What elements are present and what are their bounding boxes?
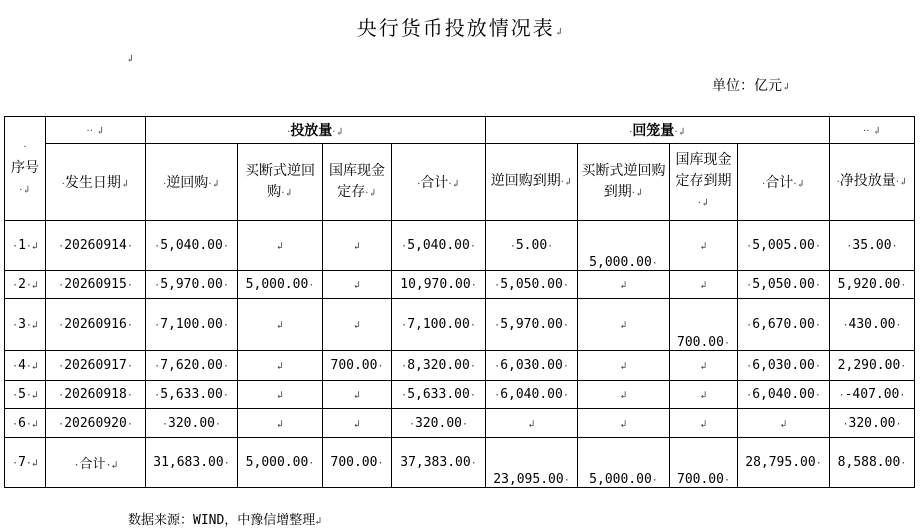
- table-row: [5, 299, 915, 351]
- cell-treasury-deposit: 700.00·: [323, 351, 392, 381]
- cell-net-injection: 8,588.00·: [830, 438, 915, 488]
- header-row-columns: [5, 144, 915, 221]
- cell-injection-total: ·5,633.00·: [392, 381, 486, 409]
- cell-reverse-repo: ·5,633.00·: [146, 381, 238, 409]
- cell-outright-repo-maturity: 5,000.00·: [578, 438, 670, 488]
- table-row: [5, 409, 915, 438]
- cell-treasury-deposit-maturity: ↲: [670, 221, 738, 271]
- cell-outright-repo-maturity: 5,000.00·: [578, 221, 670, 271]
- cell-outright-repo-maturity: ↲: [578, 381, 670, 409]
- cell-seq: ·6·↲: [5, 409, 46, 438]
- cell-net-injection: ·430.00·: [830, 299, 915, 351]
- header-withdrawal-group: ·回笼量·↲: [486, 117, 830, 144]
- table-row: [5, 381, 915, 409]
- cell-withdrawal-total: ·5,005.00·: [738, 221, 830, 271]
- header-injection-total: ·合计·↲: [392, 144, 486, 221]
- cell-reverse-repo-maturity: 23,095.00·: [486, 438, 578, 488]
- cell-outright-repo-maturity: ↲: [578, 351, 670, 381]
- cell-reverse-repo: ·5,040.00·: [146, 221, 238, 271]
- cell-net-injection: 2,290.00·: [830, 351, 915, 381]
- paragraph-mark: ↲: [126, 54, 135, 65]
- cell-net-injection: ·-407.00·: [830, 381, 915, 409]
- cell-date: ·20260918·: [46, 381, 146, 409]
- cell-reverse-repo-maturity: ·5,970.00·: [486, 299, 578, 351]
- cell-outright-repo-maturity: ↲: [578, 271, 670, 299]
- header-outright-repo: 买断式逆回购·↲: [238, 144, 323, 221]
- cell-reverse-repo: 31,683.00·: [146, 438, 238, 488]
- header-empty-right: ·· ↲: [830, 117, 915, 144]
- header-treasury-deposit-maturity: 国库现金定存到期·↲: [670, 144, 738, 221]
- table-row-total: [5, 438, 915, 488]
- cell-withdrawal-total: ↲: [738, 409, 830, 438]
- cell-net-injection: ·320.00·: [830, 409, 915, 438]
- cell-injection-total: ·8,320.00·: [392, 351, 486, 381]
- cell-seq: ·2·↲: [5, 271, 46, 299]
- cell-net-injection: ·35.00·: [830, 221, 915, 271]
- cell-outright-repo: ↲: [238, 381, 323, 409]
- header-outright-repo-maturity: 买断式逆回购到期·↲: [578, 144, 670, 221]
- cell-net-injection: 5,920.00·: [830, 271, 915, 299]
- cell-treasury-deposit: ↲: [323, 409, 392, 438]
- cell-outright-repo: 5,000.00·: [238, 438, 323, 488]
- header-injection-group: ·投放量·↲: [146, 117, 486, 144]
- cell-outright-repo: ↲: [238, 409, 323, 438]
- cell-withdrawal-total: ·6,670.00·: [738, 299, 830, 351]
- cell-withdrawal-total: ·5,050.00·: [738, 271, 830, 299]
- cell-seq: ·7·↲: [5, 438, 46, 488]
- table-row: [5, 351, 915, 381]
- cell-withdrawal-total: 28,795.00·: [738, 438, 830, 488]
- cell-outright-repo: 5,000.00·: [238, 271, 323, 299]
- cell-date: ·20260920·: [46, 409, 146, 438]
- cell-outright-repo: ↲: [238, 221, 323, 271]
- cell-reverse-repo-maturity: ·6,040.00·: [486, 381, 578, 409]
- header-seq: · 序号·↲: [5, 117, 46, 221]
- header-empty-left: ·· ↲: [46, 117, 146, 144]
- cell-injection-total: 37,383.00·: [392, 438, 486, 488]
- header-withdrawal-total: ·合计·↲: [738, 144, 830, 221]
- cell-treasury-deposit: ↲: [323, 299, 392, 351]
- cell-reverse-repo-maturity: ·5.00·: [486, 221, 578, 271]
- cell-seq: ·4·↲: [5, 351, 46, 381]
- cell-reverse-repo-maturity: ·5,050.00·: [486, 271, 578, 299]
- cell-reverse-repo-maturity: ↲: [486, 409, 578, 438]
- cell-date: ·合计·↲: [46, 438, 146, 488]
- cell-reverse-repo-maturity: ·6,030.00·: [486, 351, 578, 381]
- cell-seq: ·5·↲: [5, 381, 46, 409]
- cell-injection-total: ·320.00·: [392, 409, 486, 438]
- cell-treasury-deposit-maturity: ↲: [670, 271, 738, 299]
- cell-date: ·20260914·: [46, 221, 146, 271]
- header-net-injection: ·净投放量·↲: [830, 144, 915, 221]
- cell-treasury-deposit-maturity: ↲: [670, 381, 738, 409]
- money-supply-table: [4, 116, 915, 488]
- cell-treasury-deposit: 700.00·: [323, 438, 392, 488]
- header-reverse-repo: ·逆回购·↲: [146, 144, 238, 221]
- cell-treasury-deposit-maturity: 700.00·: [670, 438, 738, 488]
- header-treasury-deposit: 国库现金定存·↲: [323, 144, 392, 221]
- cell-treasury-deposit-maturity: ↲: [670, 351, 738, 381]
- header-row-group: [5, 117, 915, 144]
- cell-treasury-deposit: ↲: [323, 221, 392, 271]
- cell-treasury-deposit: ↲: [323, 381, 392, 409]
- cell-treasury-deposit-maturity: 700.00·: [670, 299, 738, 351]
- cell-withdrawal-total: ·6,040.00·: [738, 381, 830, 409]
- cell-injection-total: ·7,100.00·: [392, 299, 486, 351]
- header-reverse-repo-maturity: 逆回购到期·↲: [486, 144, 578, 221]
- cell-outright-repo-maturity: ↲: [578, 409, 670, 438]
- cell-injection-total: 10,970.00·: [392, 271, 486, 299]
- cell-injection-total: ·5,040.00·: [392, 221, 486, 271]
- data-source-note: 数据来源：WIND，中豫信增整理↲: [128, 513, 322, 528]
- cell-outright-repo: ↲: [238, 299, 323, 351]
- cell-outright-repo: ↲: [238, 351, 323, 381]
- document-title: 央行货币投放情况表↲: [356, 16, 566, 40]
- cell-outright-repo-maturity: ↲: [578, 299, 670, 351]
- table-row: [5, 221, 915, 271]
- cell-treasury-deposit-maturity: ↲: [670, 409, 738, 438]
- table-row: [5, 271, 915, 299]
- cell-seq: ·3·↲: [5, 299, 46, 351]
- unit-label: 单位：亿元↲: [712, 78, 791, 94]
- cell-reverse-repo: ·5,970.00·: [146, 271, 238, 299]
- cell-date: ·20260916·: [46, 299, 146, 351]
- cell-withdrawal-total: ·6,030.00·: [738, 351, 830, 381]
- cell-treasury-deposit: ↲: [323, 271, 392, 299]
- cell-date: ·20260917·: [46, 351, 146, 381]
- cell-reverse-repo: ·320.00·: [146, 409, 238, 438]
- header-date: ·发生日期↲: [46, 144, 146, 221]
- cell-date: ·20260915·: [46, 271, 146, 299]
- cell-reverse-repo: ·7,620.00·: [146, 351, 238, 381]
- cell-seq: ·1·↲: [5, 221, 46, 271]
- cell-reverse-repo: ·7,100.00·: [146, 299, 238, 351]
